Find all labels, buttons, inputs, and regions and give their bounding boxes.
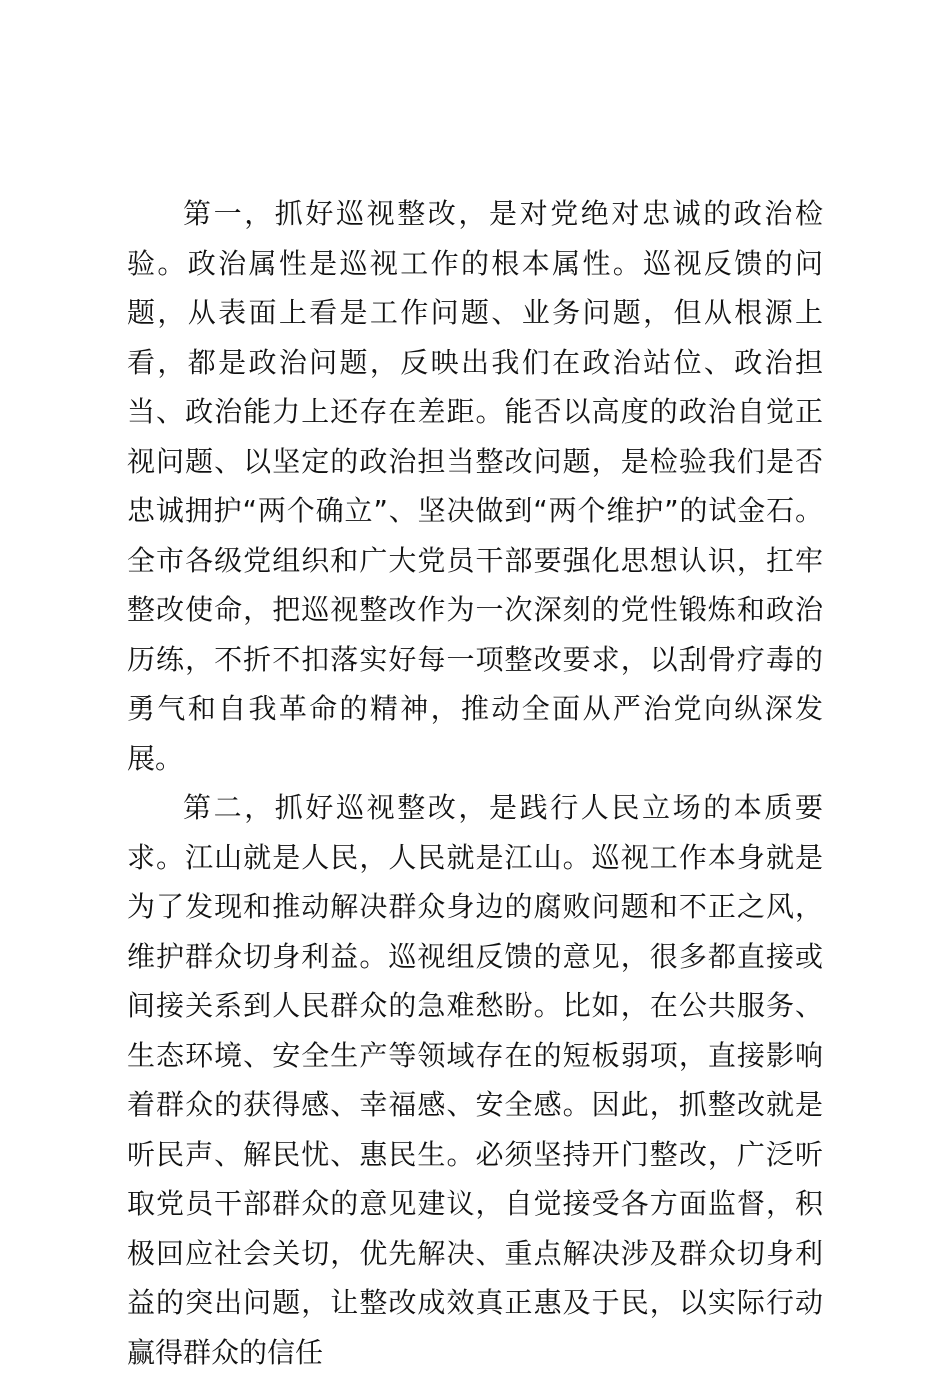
paragraph-first: 第一，抓好巡视整改，是对党绝对忠诚的政治检验。政治属性是巡视工作的根本属性。巡视反馈的问题，从表面上看是工作问题、业务问题，但从根源上看，都是政治问题，反映出我们在政治站位、政治担当、政治能力上还存在差距。能否以高度的政治自觉正视问题、以坚定的政治担当整改问题，是检验我们是否忠诚拥护“两个确立”、坚决做到“两个维护”的试金石。全市各级党组织和广大党员干部要强化思想认识，扛牢整改使命，把巡视整改作为一次深刻的党性锻炼和政治历练，不折不扣落实好每一项整改要求，以刮骨疗毒的勇气和自我革命的精神，推动全面从严治党向纵深发展。 xyxy=(127,197,823,775)
paragraph-second: 第二，抓好巡视整改，是践行人民立场的本质要求。江山就是人民，人民就是江山。巡视工作本身就是为了发现和推动解决群众身边的腐败问题和不正之风，维护群众切身利益。巡视组反馈的意见，很多都直接或间接关系到人民群众的急难愁盼。比如，在公共服务、生态环境、安全生产等领域存在的短板弱项，直接影响着群众的获得感、幸福感、安全感。因此，抓整改就是听民声、解民忧、惠民生。必须坚持开门整改，广泛听取党员干部群众的意见建议，自觉接受各方面监督，积极回应社会关切，优先解决、重点解决涉及群众切身利益的突出问题，让整改成效真正惠及于民，以实际行动赢得群众的信任 xyxy=(127,791,823,1369)
document-body xyxy=(127,189,823,1377)
